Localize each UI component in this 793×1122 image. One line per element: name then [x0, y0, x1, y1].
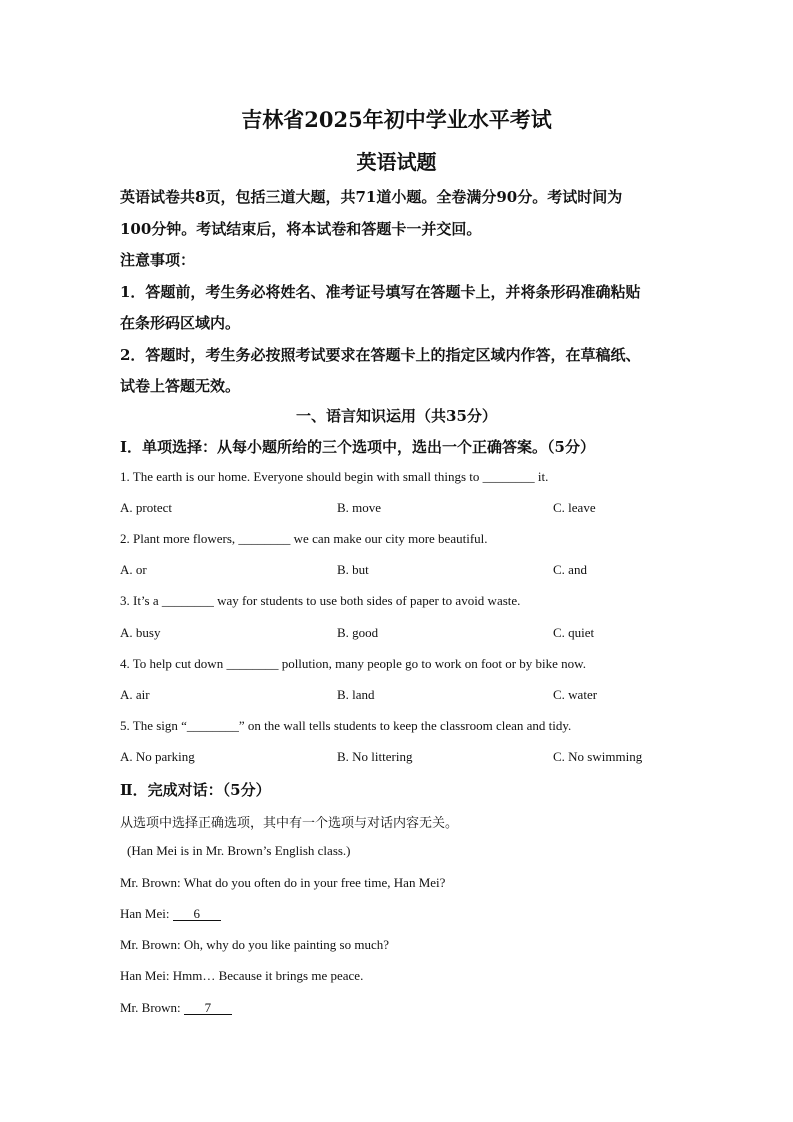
q5-option-c: C. No swimming: [553, 749, 643, 764]
q2-option-c: C. and: [553, 562, 587, 577]
section2-heading: Ⅱ．完成对话：（5分）: [120, 781, 271, 799]
intro-line-1: 英语试卷共8页，包括三道大题，共71道小题。全卷满分90分。考试时间为: [120, 188, 623, 206]
q4-option-a: A. air: [120, 687, 150, 702]
dialogue-line-4: [120, 968, 363, 984]
q5-option-a: A. No parking: [120, 749, 195, 764]
dialogue-speaker: Mr. Brown:: [120, 875, 181, 890]
dialogue-context: (Han Mei is in Mr. Brown’s English class.): [127, 843, 351, 858]
dialogue-speaker: Mr. Brown:: [120, 1000, 181, 1015]
q3-option-c: C. quiet: [553, 625, 595, 640]
dialogue-line-2: [120, 906, 221, 922]
dialogue-text: Oh, why do you like painting so much?: [183, 937, 390, 952]
question-1: 1. The earth is our home. Everyone should begin with small things to ________ it.: [120, 469, 549, 484]
q4-option-b: B. land: [337, 687, 375, 702]
dialogue-line-5: [120, 1000, 232, 1016]
dialogue-line-3: [120, 937, 389, 953]
dialogue-speaker: Mr. Brown:: [120, 937, 181, 952]
question-5: 5. The sign “________” on the wall tells students to keep the classroom clean and tidy.: [120, 718, 572, 733]
dialogue-speaker: Han Mei:: [120, 968, 170, 983]
q1-option-a: A. protect: [120, 500, 172, 515]
intro-line-2: 100分钟。考试结束后，将本试卷和答题卡一并交回。: [120, 220, 482, 238]
q3-option-a: A. busy: [120, 625, 161, 640]
notice-line-1: 1．答题前，考生务必将姓名、准考证号填写在答题卡上，并将条形码准确粘贴: [120, 283, 641, 301]
q2-option-b: B. but: [337, 562, 369, 577]
section2-instruction: 从选项中选择正确选项，其中有一个选项与对话内容无关。: [120, 816, 459, 831]
page-title: 吉林省2025年初中学业水平考试: [241, 107, 552, 132]
notice-line-3: 2．答题时，考生务必按照考试要求在答题卡上的指定区域内作答，在草稿纸、: [120, 346, 641, 364]
q5-option-b: B. No littering: [337, 749, 413, 764]
notice-line-4: 试卷上答题无效。: [120, 377, 241, 395]
dialogue-speaker: Han Mei:: [120, 906, 170, 921]
answer-blank-6[interactable]: 6: [173, 907, 221, 921]
dialogue-text: What do you often do in your free time, Han Mei?: [183, 875, 446, 890]
q1-option-c: C. leave: [553, 500, 596, 515]
notice-heading: 注意事项：: [120, 251, 196, 269]
part-heading: 一、语言知识运用（共35分）: [296, 407, 497, 425]
answer-blank-7[interactable]: 7: [184, 1001, 232, 1015]
q2-option-a: A. or: [120, 562, 147, 577]
q1-option-b: B. move: [337, 500, 382, 515]
q4-option-c: C. water: [553, 687, 598, 702]
dialogue-text: Hmm… Because it brings me peace.: [172, 968, 364, 983]
question-4: 4. To help cut down ________ pollution, many people go to work on foot or by bike now.: [120, 656, 586, 671]
notice-line-2: 在条形码区域内。: [120, 314, 241, 332]
question-2: 2. Plant more flowers, ________ we can make our city more beautiful.: [120, 531, 488, 546]
question-3: 3. It’s a ________ way for students to use both sides of paper to avoid waste.: [120, 593, 521, 608]
q3-option-b: B. good: [337, 625, 379, 640]
page-subtitle: 英语试题: [356, 150, 437, 174]
dialogue-line-1: [120, 875, 445, 891]
section1-heading: Ⅰ．单项选择：从每小题所给的三个选项中，选出一个正确答案。（5分）: [120, 438, 595, 456]
